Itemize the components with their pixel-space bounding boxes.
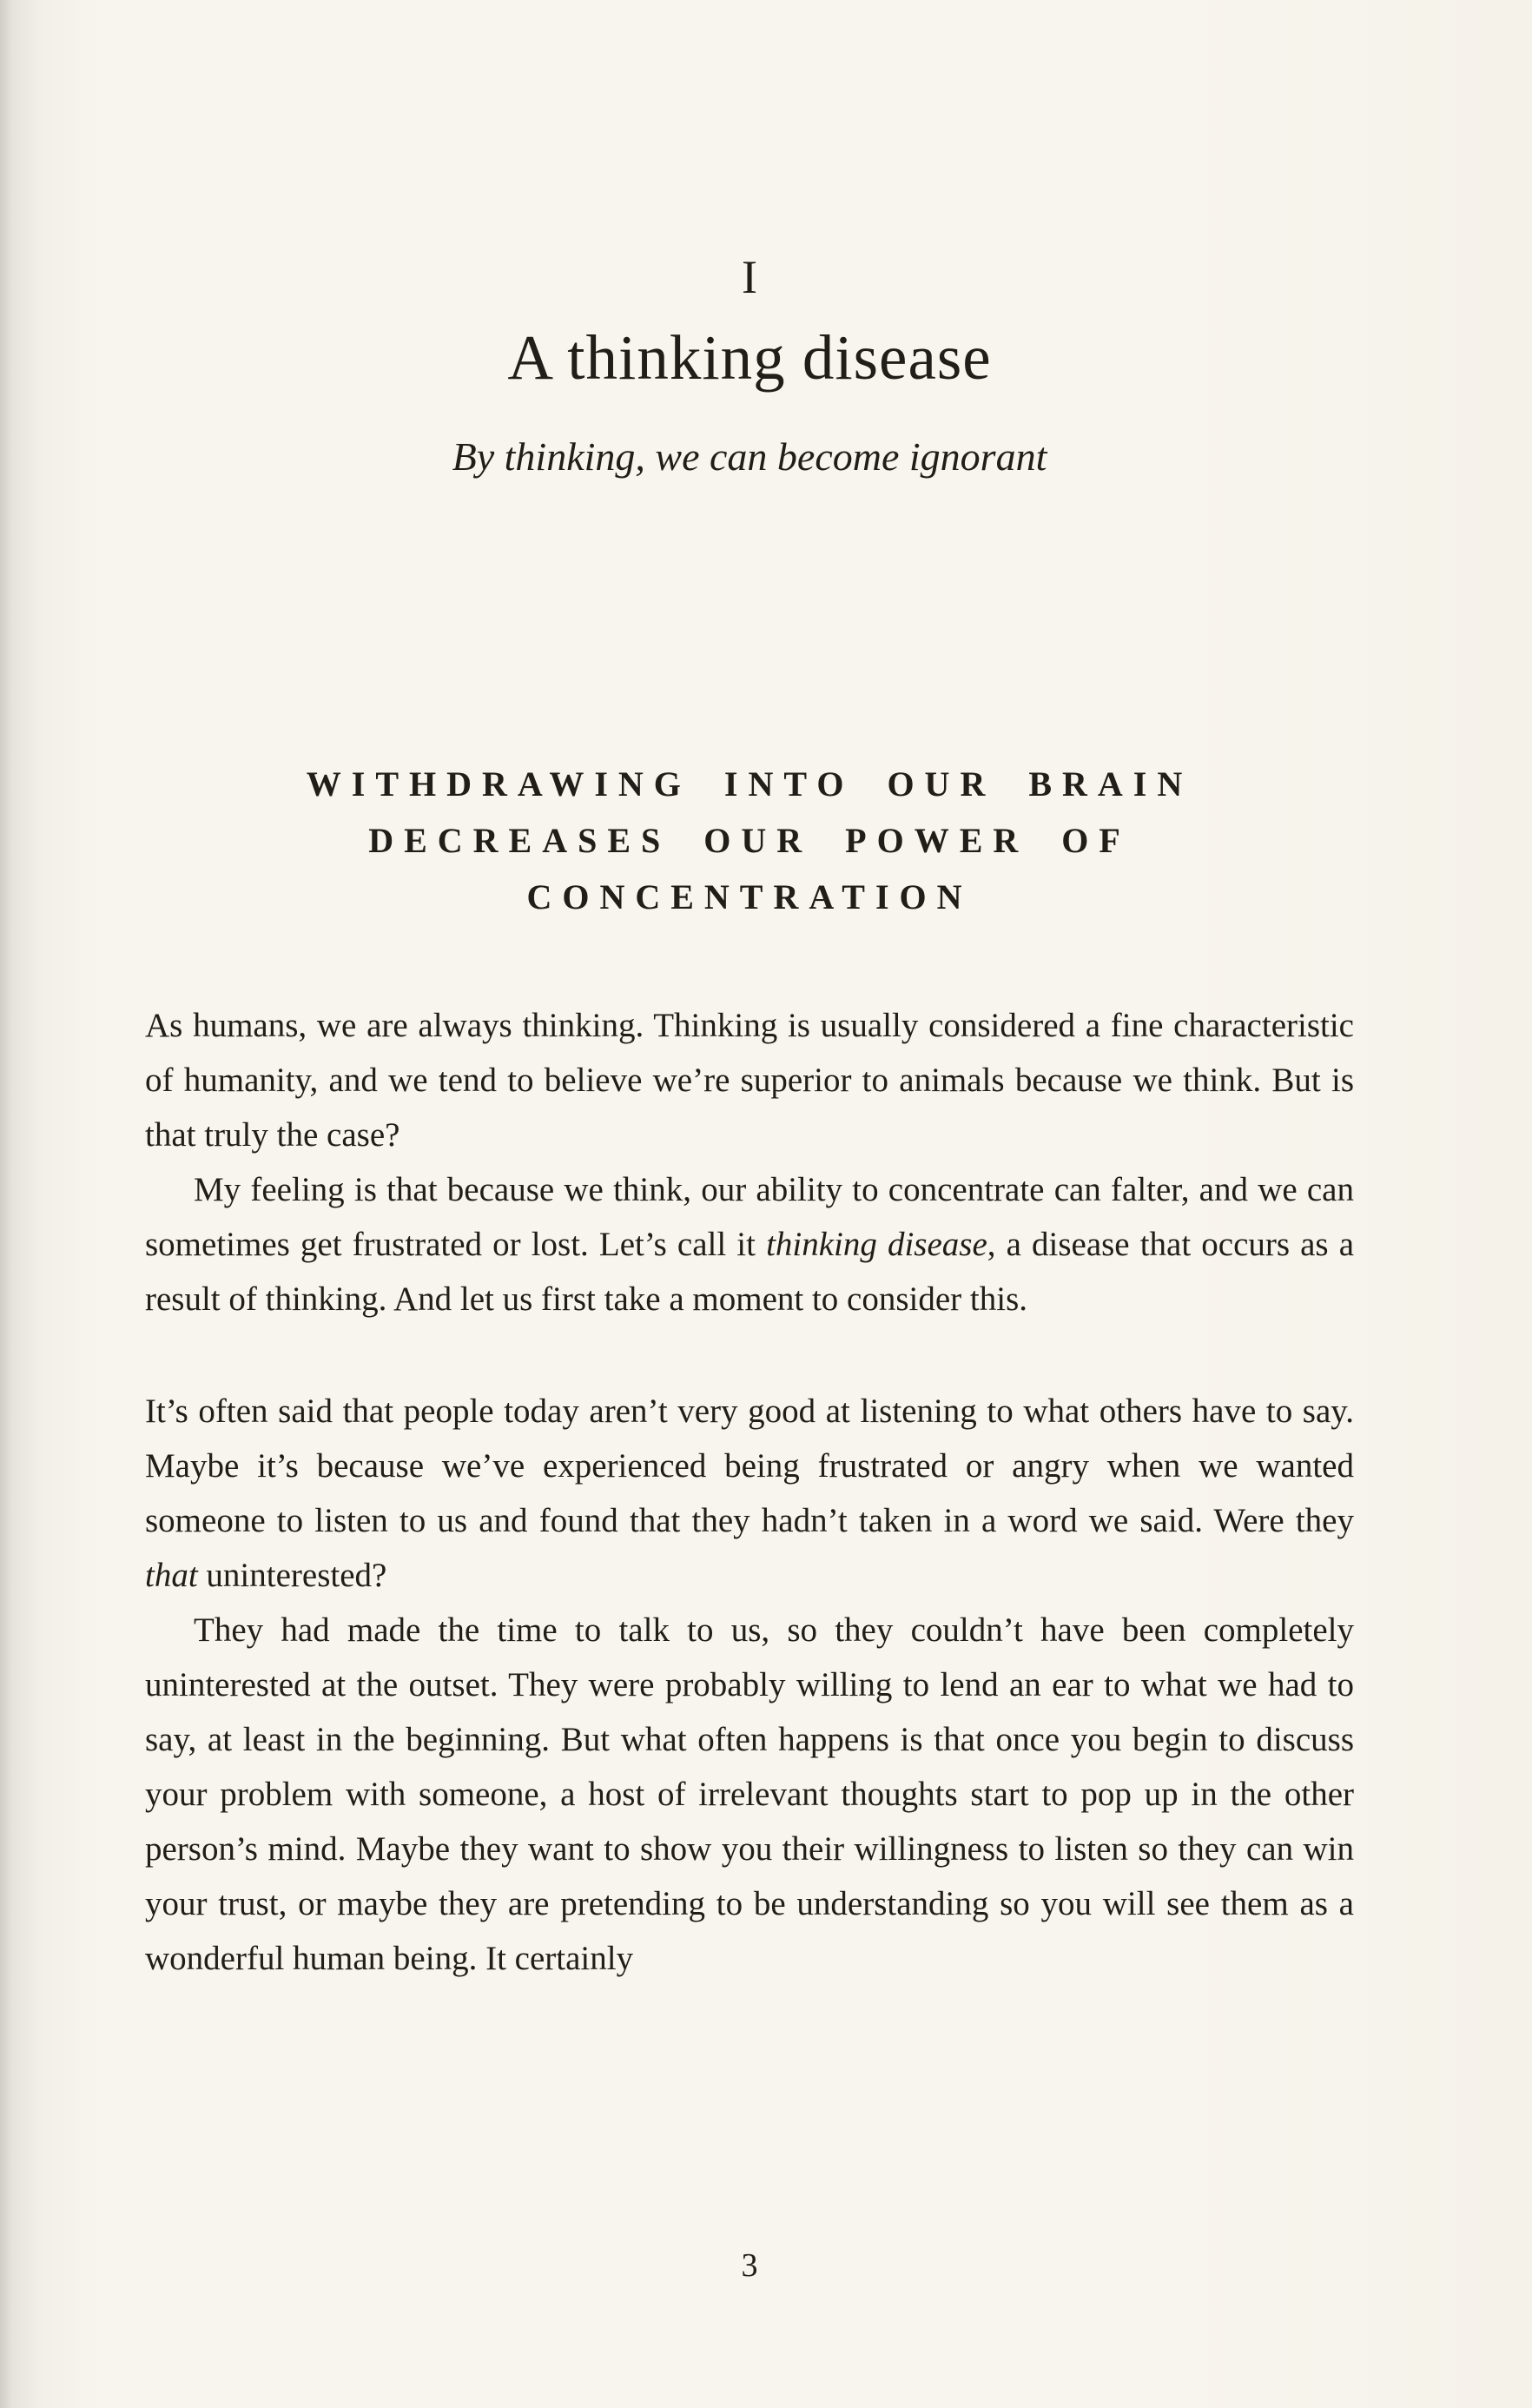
section-heading-line: DECREASES OUR POWER OF bbox=[368, 821, 1131, 861]
section-heading bbox=[145, 757, 1354, 925]
paragraph-text: They had made the time to talk to us, so they couldn’t have been completely uninterested at the outset. They were probably willing to lend an ear to what we had to say, at least in the beginning. But what often happens is that once you begin to discuss your problem with someone, a host of irrelevant thoughts start to pop up in the other person’s mind. Maybe they want to show you their willingness to listen so they can win your trust, or maybe they are pretending to be understanding so you will see them as a wonderful human being. It certainly bbox=[145, 1611, 1354, 1977]
paragraph-text: It’s often said that people today aren’t very good at listening to what others have to say. Maybe it’s because we’ve experienced being frustrated or angry when we wanted someone to listen to us and found that they hadn’t taken in a word we said. Were they bbox=[145, 1392, 1354, 1539]
section-heading-line: CONCENTRATION bbox=[526, 877, 973, 917]
chapter-subtitle: By thinking, we can become ignorant bbox=[452, 434, 1047, 480]
paragraph-text: uninterested? bbox=[197, 1556, 387, 1594]
paragraph bbox=[145, 999, 1354, 1163]
paragraph-text: , a disease that occurs as a result of thinking. And let us first take a moment to consider this. bbox=[145, 1225, 1354, 1318]
paragraph bbox=[145, 1163, 1354, 1327]
page-number: 3 bbox=[741, 2247, 758, 2284]
chapter-title: A thinking disease bbox=[507, 322, 992, 393]
section-heading-line: WITHDRAWING INTO OUR BRAIN bbox=[306, 764, 1193, 804]
paragraph-text: As humans, we are always thinking. Thinking is usually considered a fine characteristic of humanity, and we tend to believe we’re superior to animals because we think. But is that truly the case? bbox=[145, 1006, 1354, 1154]
body-text bbox=[145, 999, 1354, 1987]
italic-term: that bbox=[145, 1556, 198, 1594]
paragraph-text: My feeling is that because we think, our ability to concentrate can falter, and we can sometimes get frustrated or lost. Let’s call it bbox=[145, 1170, 1354, 1263]
paragraph bbox=[145, 1385, 1354, 1604]
paragraph bbox=[145, 1604, 1354, 1987]
italic-term: thinking disease bbox=[766, 1225, 987, 1263]
chapter-number: I bbox=[742, 251, 757, 303]
